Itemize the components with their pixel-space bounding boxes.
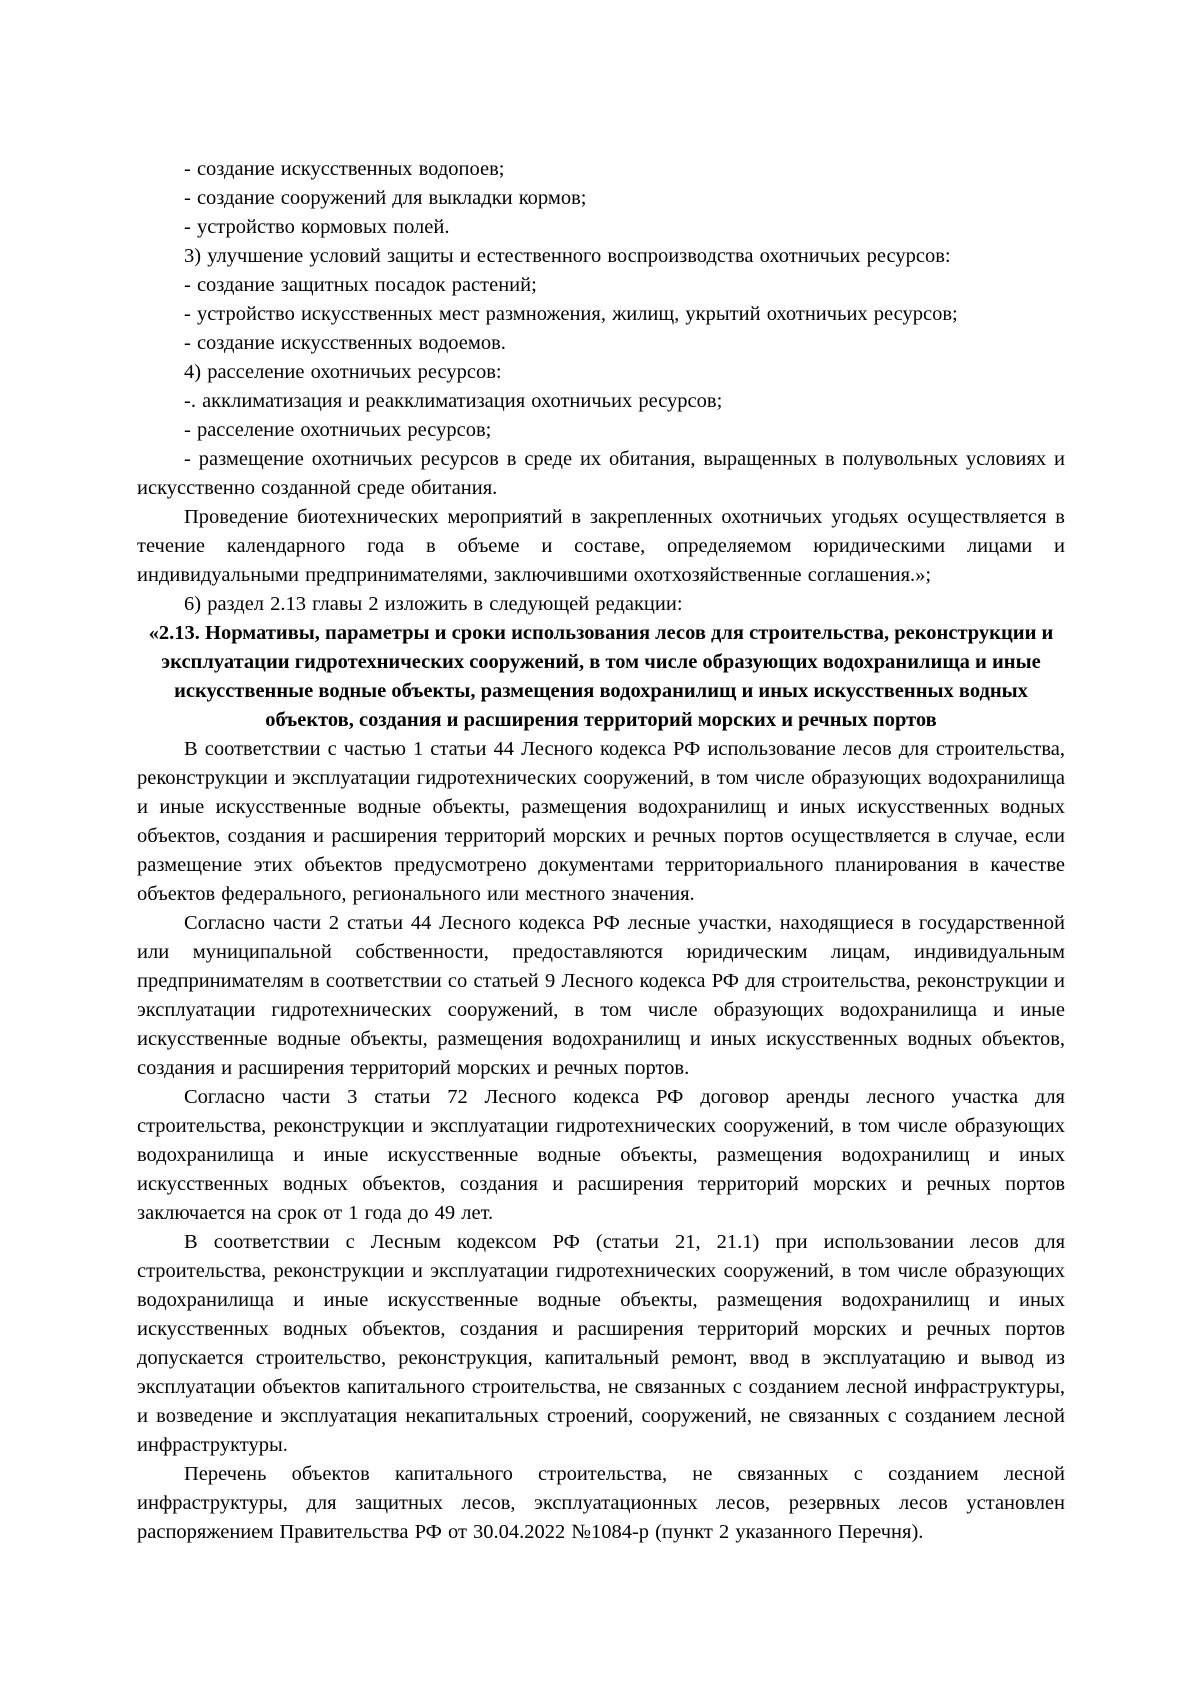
list-item-resettlement: - расселение охотничьих ресурсов; bbox=[184, 419, 492, 441]
paragraph-article-44-part-2: Согласно части 2 статьи 44 Лесного кодекса РФ лесные участки, находящиеся в государственной или муниципальной собственности, предоставляются юридическим лицам, индивидуальным предпринимателям в соответствии со статьей 9 Лесного кодекса РФ для строительства, реконструкции и эксплуатации гидротехнических сооружений, в том числе образующих водохранилища и иные искусственные водные объекты, размещения водохранилищ и иных искусственных водных объектов, создания и расширения территорий морских и речных портов. bbox=[137, 912, 1065, 1079]
section-heading-2-13: «2.13. Нормативы, параметры и сроки использования лесов для строительства, реконструкции и эксплуатации гидротехнических сооружений, в том числе образующих водохранилища и иные искусственные водные объекты, размещения водохранилищ и иных искусственных водных объектов, создания и расширения территорий морских и речных портов bbox=[148, 622, 1054, 731]
list-item-placement: - размещение охотничьих ресурсов в среде их обитания, выращенных в полувольных условиях и искусственно созданной среде обитания. bbox=[137, 448, 1065, 499]
paragraph-capital-construction-list: Перечень объектов капитального строительства, не связанных с созданием лесной инфраструктуры, для защитных лесов, эксплуатационных лесов, резервных лесов установлен распоряжением Правительства РФ от 30.04.2022 №1084-р (пункт 2 указанного Перечня). bbox=[137, 1463, 1065, 1543]
numbered-item-4: 4) расселение охотничьих ресурсов: bbox=[184, 361, 502, 383]
list-item-artificial-ponds: - создание искусственных водоемов. bbox=[184, 332, 506, 354]
paragraph-article-72-part-3: Согласно части 3 статьи 72 Лесного кодекса РФ договор аренды лесного участка для строительства, реконструкции и эксплуатации гидротехнических сооружений, в том числе образующих водохранилища и иные искусственные водные объекты, размещения водохранилищ и иных искусственных водных объектов, создания и расширения территорий морских и речных портов заключается на срок от 1 года до 49 лет. bbox=[137, 1086, 1065, 1224]
paragraph-articles-21: В соответствии с Лесным кодексом РФ (статьи 21, 21.1) при использовании лесов для строительства, реконструкции и эксплуатации гидротехнических сооружений, в том числе образующих водохранилища и иные искусственные водные объекты, размещения водохранилищ и иных искусственных водных объектов, создания и расширения территорий морских и речных портов допускается строительство, реконструкция, капитальный ремонт, ввод в эксплуатацию и вывод из эксплуатации объектов капитального строительства, не связанных с созданием лесной инфраструктуры, и возведение и эксплуатация некапитальных строений, сооружений, не связанных с созданием лесной инфраструктуры. bbox=[137, 1231, 1065, 1456]
paragraph-biotechnical-measures: Проведение биотехнических мероприятий в закрепленных охотничьих угодьях осуществляется в течение календарного года в объеме и составе, определяемом юридическими лицами и индивидуальными предпринимателями, заключившими охотхозяйственные соглашения.»; bbox=[137, 506, 1065, 586]
list-item-acclimatization: -. акклиматизация и реакклиматизация охотничьих ресурсов; bbox=[184, 390, 723, 412]
numbered-item-3: 3) улучшение условий защиты и естественного воспроизводства охотничьих ресурсов: bbox=[184, 245, 951, 267]
list-item-feed-fields: - устройство кормовых полей. bbox=[184, 216, 450, 238]
list-item-artificial-habitats: - устройство искусственных мест размножения, жилищ, укрытий охотничьих ресурсов; bbox=[184, 303, 958, 325]
list-item-artificial-watering: - создание искусственных водопоев; bbox=[184, 158, 505, 180]
list-item-feed-structures: - создание сооружений для выкладки кормов; bbox=[184, 187, 587, 209]
paragraph-article-44-part-1: В соответствии с частью 1 статьи 44 Лесного кодекса РФ использование лесов для строительства, реконструкции и эксплуатации гидротехнических сооружений, в том числе образующих водохранилища и иные искусственные водные объекты, размещения водохранилищ и иных искусственных водных объектов, создания и расширения территорий морских и речных портов осуществляется в случае, если размещение этих объектов предусмотрено документами территориального планирования в качестве объектов федерального, регионального или местного значения. bbox=[137, 738, 1065, 905]
numbered-item-6: 6) раздел 2.13 главы 2 изложить в следующей редакции: bbox=[184, 593, 683, 615]
list-item-protective-plantings: - создание защитных посадок растений; bbox=[184, 274, 537, 296]
